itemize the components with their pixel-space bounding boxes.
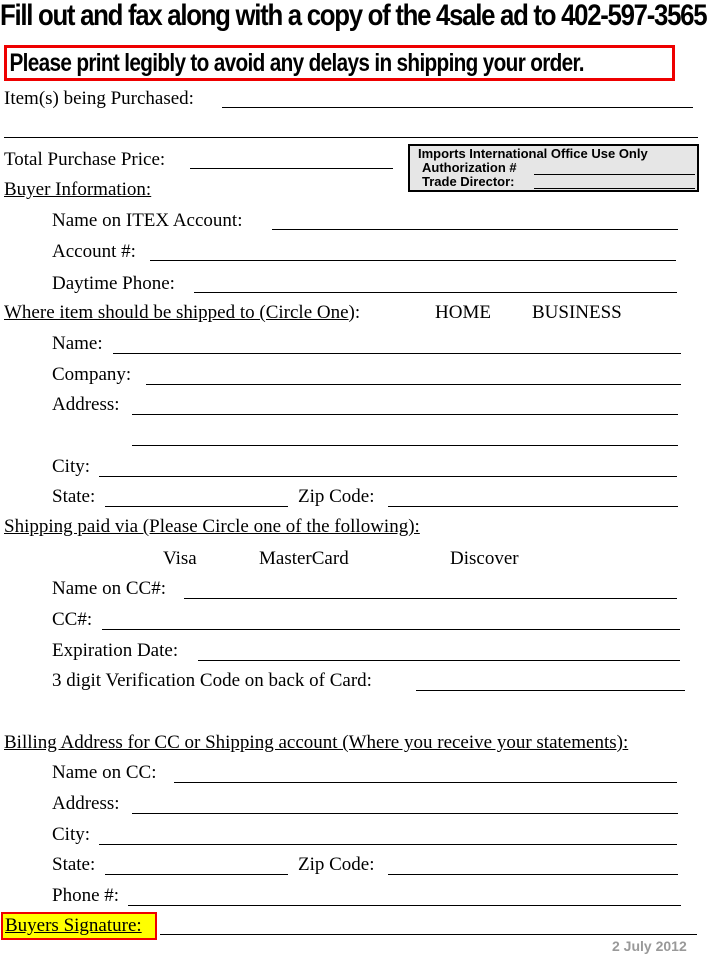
daytime-phone-field[interactable] xyxy=(194,292,677,293)
bill-address-field[interactable] xyxy=(132,813,678,814)
ship-address-field[interactable] xyxy=(132,414,678,415)
signature-field[interactable] xyxy=(160,934,697,935)
account-number-field[interactable] xyxy=(150,260,676,261)
cc-name-field[interactable] xyxy=(184,598,677,599)
cc-name-label: Name on CC#: xyxy=(52,578,166,599)
notice-text: Please print legibly to avoid any delays in shipping your order. xyxy=(9,49,584,77)
ship-address-label: Address: xyxy=(52,394,120,415)
bill-name-field[interactable] xyxy=(174,782,677,783)
cc-number-field[interactable] xyxy=(102,629,680,630)
expiration-field[interactable] xyxy=(198,660,680,661)
option-discover[interactable]: Discover xyxy=(450,548,519,569)
signature-label-box xyxy=(1,912,157,940)
office-use-title: Imports International Office Use Only xyxy=(418,146,648,161)
bill-zip-label: Zip Code: xyxy=(298,854,375,875)
trade-director-field[interactable] xyxy=(534,188,695,189)
bill-state-label: State: xyxy=(52,854,96,875)
ship-state-label: State: xyxy=(52,486,96,507)
ship-city-field[interactable] xyxy=(99,476,677,477)
ship-company-field[interactable] xyxy=(146,384,681,385)
ship-to-heading: Where item should be shipped to (Circle One): xyxy=(4,302,361,323)
ship-company-label: Company: xyxy=(52,364,132,385)
bill-phone-label: Phone #: xyxy=(52,885,120,906)
option-business[interactable]: BUSINESS xyxy=(532,302,622,323)
items-purchased-field[interactable] xyxy=(222,107,693,108)
option-home[interactable]: HOME xyxy=(435,302,491,323)
buyer-info-heading: Buyer Information: xyxy=(4,179,152,200)
items-purchased-field-2[interactable] xyxy=(4,137,698,138)
ship-city-label: City: xyxy=(52,456,91,477)
cc-number-label: CC#: xyxy=(52,609,93,630)
bill-phone-field[interactable] xyxy=(128,905,681,906)
bill-city-label: City: xyxy=(52,824,91,845)
option-mastercard[interactable]: MasterCard xyxy=(259,548,349,569)
billing-heading: Billing Address for CC or Shipping account (Where you receive your statements): xyxy=(4,732,629,753)
expiration-label: Expiration Date: xyxy=(52,640,179,661)
office-use-box xyxy=(408,144,699,192)
bill-zip-field[interactable] xyxy=(388,874,678,875)
ship-name-label: Name: xyxy=(52,333,103,354)
page-title: Fill out and fax along with a copy of the 4sale ad to 402-597-3565 xyxy=(0,0,707,32)
trade-director-label: Trade Director: xyxy=(422,174,515,189)
items-purchased-label: Item(s) being Purchased: xyxy=(4,88,194,109)
daytime-phone-label: Daytime Phone: xyxy=(52,273,175,294)
account-number-label: Account #: xyxy=(52,241,136,262)
total-price-label: Total Purchase Price: xyxy=(4,149,166,170)
bill-name-label: Name on CC: xyxy=(52,762,157,783)
verification-field[interactable] xyxy=(416,690,685,691)
verification-label: 3 digit Verification Code on back of Card: xyxy=(52,670,372,691)
print-legibly-notice xyxy=(4,45,675,81)
bill-city-field[interactable] xyxy=(99,844,677,845)
authorization-field[interactable] xyxy=(534,174,695,175)
signature-label: Buyers Signature: xyxy=(5,915,142,936)
ship-address-field-2[interactable] xyxy=(132,445,678,446)
option-visa[interactable]: Visa xyxy=(163,548,197,569)
total-price-field[interactable] xyxy=(190,168,393,169)
revision-date: 2 July 2012 xyxy=(612,938,687,954)
bill-address-label: Address: xyxy=(52,793,120,814)
ship-zip-field[interactable] xyxy=(388,506,678,507)
ship-zip-label: Zip Code: xyxy=(298,486,375,507)
ship-name-field[interactable] xyxy=(113,353,681,354)
bill-state-field[interactable] xyxy=(105,874,288,875)
payment-heading: Shipping paid via (Please Circle one of the following): xyxy=(4,516,420,537)
itex-name-field[interactable] xyxy=(272,229,678,230)
authorization-label: Authorization # xyxy=(422,160,517,175)
itex-name-label: Name on ITEX Account: xyxy=(52,210,243,231)
ship-state-field[interactable] xyxy=(105,506,288,507)
